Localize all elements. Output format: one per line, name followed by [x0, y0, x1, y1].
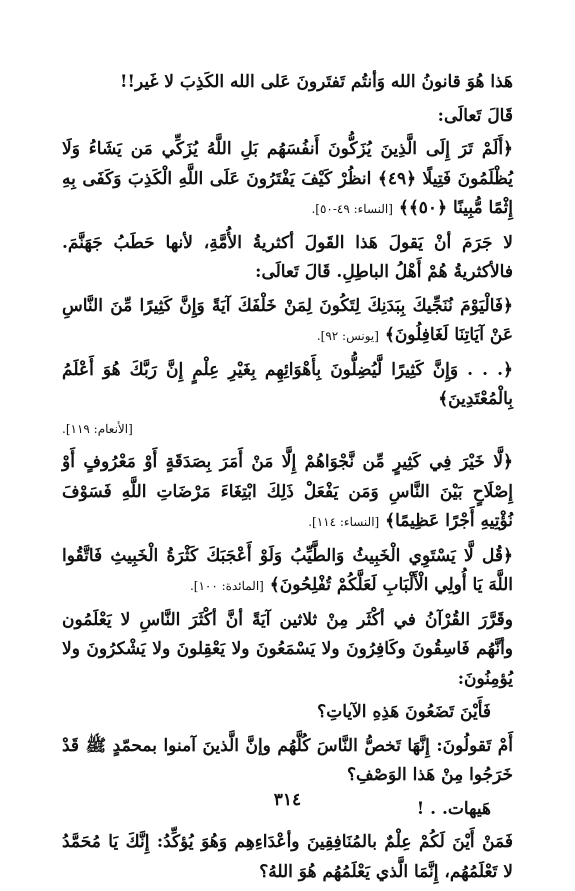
paragraph-13: فَمَنْ أَيْنَ لَكُمْ عِلْمٌ بالمُنَافِقِينَ وأعْدَاءِهِم وَهُوَ يُؤكِّدُ: إِنَّكَ يَا مُحَمَّدُ لا تَعْلَمُهُم، إِنَّمَا الَّذي يَعْلَمُهُم هُوَ اللهُ؟	[62, 832, 513, 882]
quran-verse-3	[62, 356, 513, 445]
page-body	[62, 68, 513, 891]
paragraph-12: هَيهات. . !	[416, 798, 491, 819]
verse-text: ﴿لَّا خَيْرَ فِي كَثِيرٍ مِّن نَّجْوَاهُمْ إِلَّا مَنْ أَمَرَ بِصَدَقَةٍ أَوْ مَعْرُوفٍ أَوْ إِصْلَاحٍ بَيْنَ النَّاسِ وَمَن يَفْعَلْ ذَلِكَ ابْتِغَاءَ مَرْضَاتِ اللَّهِ فَسَوْفَ نُؤْتِيهِ أَجْرًا عَظِيمًا﴾	[62, 452, 513, 531]
paragraph-4: لا جَرَمَ أنْ يَقولَ هَذا القَولَ أكثريةُ الأُمَّةِ، لأنها حَطَبُ جَهَنَّمَ. فالأكثريةُ هُمْ أَهْلُ الباطِلِ. قَالَ تَعالَى:	[62, 232, 513, 282]
paragraph-2: قَالَ تَعالَى:	[437, 105, 513, 126]
quran-verse-2	[62, 292, 513, 352]
quran-verse-5	[62, 542, 513, 602]
verse-text: ﴿أَلَمْ تَرَ إِلَى الَّذِينَ يُزَكُّونَ أَنفُسَهُم بَلِ اللَّهُ يُزَكِّي مَن يَشَاءُ وَلَا يُظْلَمُونَ فَتِيلًا ﴿٤٩﴾ انظُرْ كَيْفَ يَفْتَرُونَ عَلَى اللَّهِ الْكَذِبَ وَكَفَى بِهِ إِثْمًا مُّبِينًا ﴿٥٠﴾﴾	[62, 139, 513, 218]
verse-text: ﴿. . . وَإِنَّ كَثِيرًا لَّيُضِلُّونَ بِأَهْوَائِهِم بِغَيْرِ عِلْمٍ إِنَّ رَبَّكَ هُوَ أَعْلَمُ بِالْمُعْتَدِينَ﴾	[62, 359, 513, 409]
verse-text: ﴿قُل لَّا يَسْتَوِي الْخَبِيثُ وَالطَّيِّبُ وَلَوْ أَعْجَبَكَ كَثْرَةُ الْخَبِيثِ فَاتَّقُوا اللَّهَ يَا أُولِي الْأَلْبَابِ لَعَلَّكُمْ تُفْلِحُونَ﴾	[62, 545, 513, 595]
paragraph-10: فَأَيْنَ تَضَعُونَ هَذِهِ الآياتِ؟	[317, 702, 491, 722]
verse-text: ﴿فَالْيَوْمَ نُنَجِّيكَ بِبَدَنِكَ لِتَكُونَ لِمَنْ خَلْفَكَ آيَةً وَإِنَّ كَثِيرًا مِّنَ النَّاسِ عَنْ آيَاتِنَا لَغَافِلُونَ﴾	[62, 295, 513, 345]
quran-verse-4	[62, 448, 513, 538]
verse-reference: [النساء: ٤٩-٥٠].	[311, 202, 393, 216]
paragraph-1: هَذا هُوَ قانونُ الله وَأنتُم تَفتَرونَ عَلى الله الكَذِبَ لا غَير!!	[120, 72, 513, 92]
verse-reference: [يونس: ٩٢].	[316, 329, 379, 343]
paragraph-11: أَمْ تَقولُونَ: إِنَّهَا تَخصُّ النَّاسَ كُلَّهُم وإنَّ الَّذينَ آمنوا بمحمّدٍ ﷺ قَدْ خَرَجُوا مِنْ هَذا الوَصْفِ؟	[62, 735, 513, 785]
page-number: ٣١٤	[273, 790, 302, 810]
verse-reference: [المائدة: ١٠٠].	[189, 579, 264, 593]
paragraph-9: وقَرَّرَ القُرْآنُ في أكْثَر مِنْ ثلاثين آيَةً أنَّ أكْثَرَ النَّاسِ لا يَعْلَمُون وأنَّهُم فَاسِقُونَ وكَافِرُونَ ولا يَسْمَعُونَ ولا يَعْقِلونَ ولا يَشْكرُونَ ولا يُؤمِنُونَ:	[62, 609, 513, 689]
verse-reference: [النساء: ١١٤].	[308, 515, 380, 529]
quran-verse-1	[62, 135, 513, 225]
verse-reference: [الأنعام: ١١٩].	[62, 421, 133, 436]
